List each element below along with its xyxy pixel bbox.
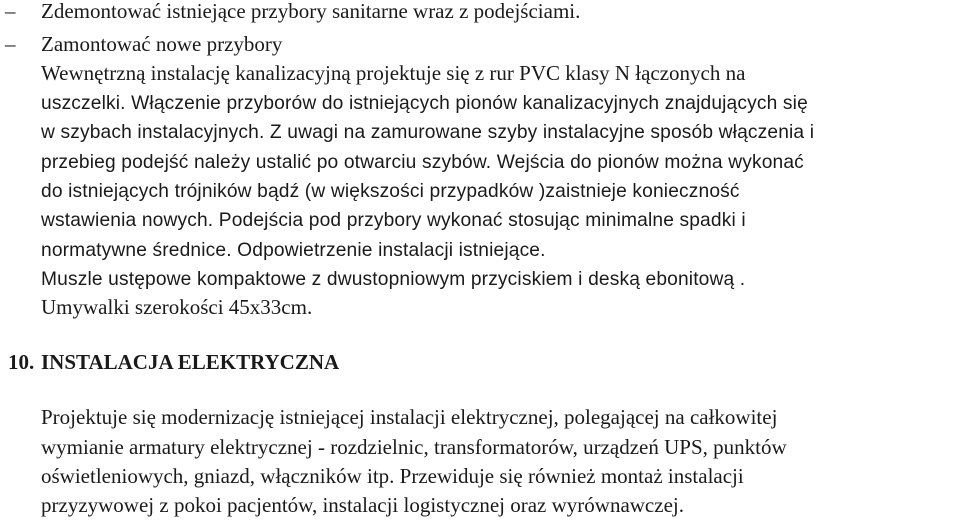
- list-item: [5, 30, 282, 59]
- paragraph-line: oświetleniowych, gniazd, włączników itp. Przewiduje się również montaż instalacji: [41, 464, 744, 488]
- section-title: INSTALACJA ELEKTRYCZNA: [41, 350, 340, 374]
- text-line: w szybach instalacyjnych. Z uwagi na zamurowane szyby instalacyjne sposób włączenia i: [41, 122, 815, 143]
- text-line: Muszle ustępowe kompaktowe z dwustopniowym przyciskiem i deską ebonitową .: [41, 269, 746, 290]
- section-heading: [8, 348, 339, 377]
- text-line: wstawienia nowych. Podejścia pod przybory wykonać stosując minimalne spadki i: [41, 210, 746, 231]
- text-line: Wewnętrzną instalację kanalizacyjną projektuje się z rur PVC klasy N łączonych na: [41, 61, 746, 85]
- paragraph-line: Projektuje się modernizację istniejącej instalacji elektrycznej, polegającej na całkowitej: [41, 405, 778, 429]
- text-line: do istniejących trójników bądź (w większości przypadków )zaistnieje konieczność: [41, 181, 740, 202]
- list-item-text: Zamontować nowe przybory: [41, 32, 283, 56]
- list-item: [5, 0, 580, 26]
- text-line: przebieg podejść należy ustalić po otwarciu szybów. Wejścia do pionów można wykonać: [41, 152, 804, 173]
- text-line: Umywalki szerokości 45x33cm.: [41, 295, 313, 319]
- section-number: 10.: [8, 350, 35, 374]
- paragraph-line: wymianie armatury elektrycznej - rozdzielnic, transformatorów, urządzeń UPS, punktów: [41, 435, 787, 459]
- text-line: normatywne średnice. Odpowietrzenie instalacji istniejące.: [41, 240, 546, 261]
- bullet-dash: –: [5, 32, 16, 56]
- list-item-text: Zdemontować istniejące przybory sanitarne wraz z podejściami.: [41, 0, 581, 23]
- text-line: uszczelki. Włączenie przyborów do istniejących pionów kanalizacyjnych znajdujących się: [41, 93, 808, 114]
- paragraph-line: przyzywowej z pokoi pacjentów, instalacji logistycznej oraz wyrównawczej.: [41, 493, 684, 517]
- bullet-dash: –: [5, 0, 16, 23]
